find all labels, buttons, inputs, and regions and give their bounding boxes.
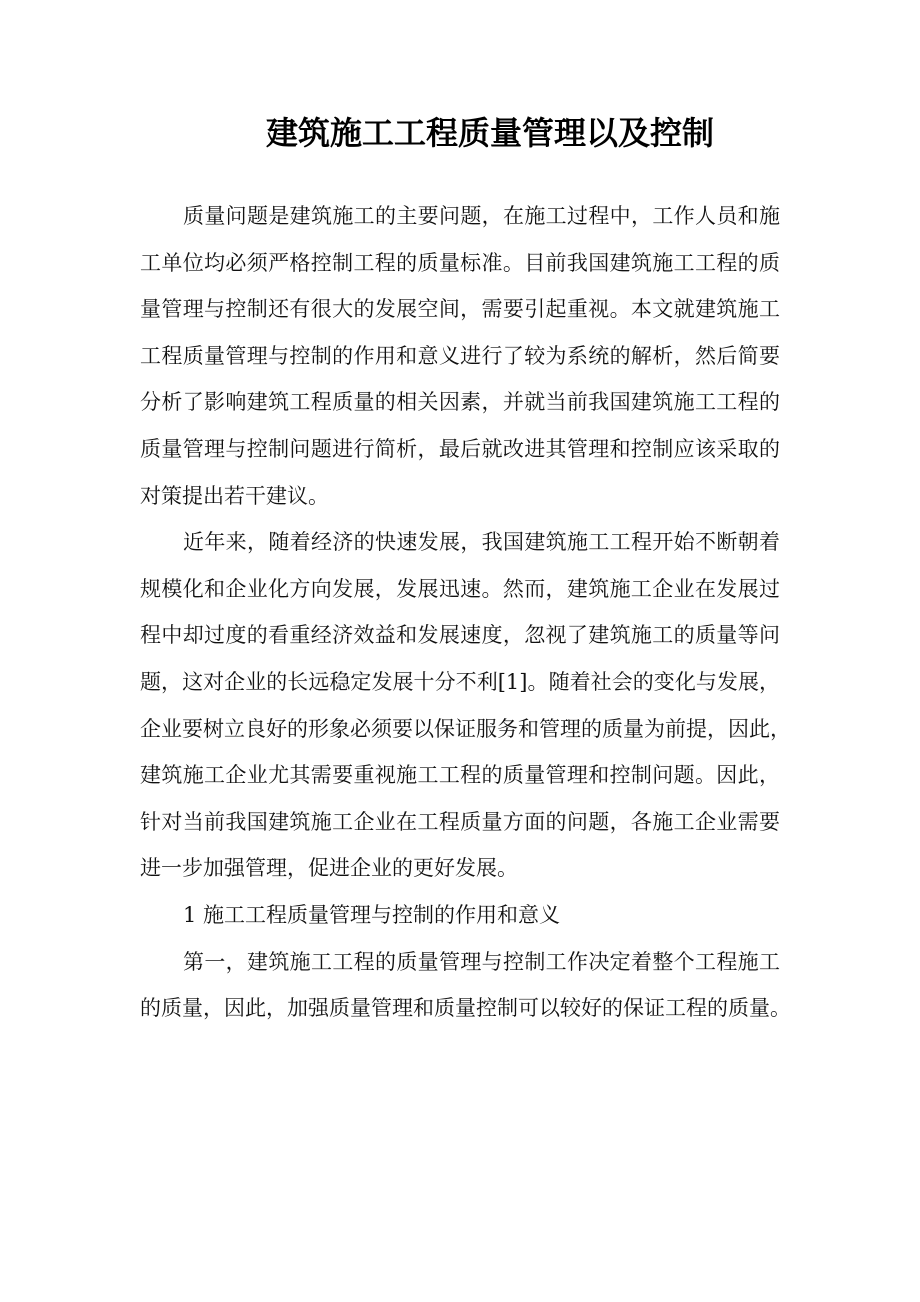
text-line: 第一，建筑施工工程的质量管理与控制工作决定着整个工程施工 bbox=[183, 949, 780, 974]
paragraph-first-point bbox=[140, 939, 791, 1032]
text-line: 企业要树立良好的形象必须要以保证服务和管理的质量为前提，因此， bbox=[140, 716, 791, 741]
text-line: 题，这对企业的长远稳定发展十分不利[1]。随着社会的变化与发展， bbox=[140, 669, 780, 694]
text-line: 规模化和企业化方向发展，发展迅速。然而，建筑施工企业在发展过 bbox=[140, 576, 780, 601]
text-line: 工程质量管理与控制的作用和意义进行了较为系统的解析，然后简要 bbox=[140, 343, 780, 368]
text-line: 质量问题是建筑施工的主要问题，在施工过程中，工作人员和施 bbox=[183, 204, 780, 228]
document-title: 建筑施工工程质量管理以及控制 bbox=[265, 114, 714, 152]
document-body bbox=[140, 193, 791, 1032]
text-line: 分析了影响建筑工程质量的相关因素，并就当前我国建筑施工工程的 bbox=[140, 390, 780, 415]
section-heading bbox=[140, 892, 780, 939]
text-line: 建筑施工企业尤其需要重视施工工程的质量管理和控制问题。因此， bbox=[140, 763, 780, 788]
text-line: 工单位均必须严格控制工程的质量标准。目前我国建筑施工工程的质 bbox=[140, 250, 780, 275]
text-line: 量管理与控制还有很大的发展空间，需要引起重视。本文就建筑施工 bbox=[140, 297, 780, 322]
text-line: 的质量，因此，加强质量管理和质量控制可以较好的保证工程的质量。 bbox=[140, 996, 791, 1021]
text-line: 质量管理与控制问题进行简析，最后就改进其管理和控制应该采取的 bbox=[140, 436, 780, 461]
section-heading-text: 1 施工工程质量管理与控制的作用和意义 bbox=[183, 902, 561, 927]
text-line: 针对当前我国建筑施工企业在工程质量方面的问题，各施工企业需要 bbox=[140, 809, 780, 834]
text-line: 近年来，随着经济的快速发展，我国建筑施工工程开始不断朝着 bbox=[183, 530, 780, 555]
text-line: 程中却过度的看重经济效益和发展速度，忽视了建筑施工的质量等问 bbox=[140, 623, 780, 648]
text-line: 进一步加强管理，促进企业的更好发展。 bbox=[140, 856, 518, 881]
text-line: 对策提出若干建议。 bbox=[140, 483, 329, 508]
paragraph-background bbox=[140, 519, 791, 892]
paragraph-intro bbox=[140, 193, 780, 519]
